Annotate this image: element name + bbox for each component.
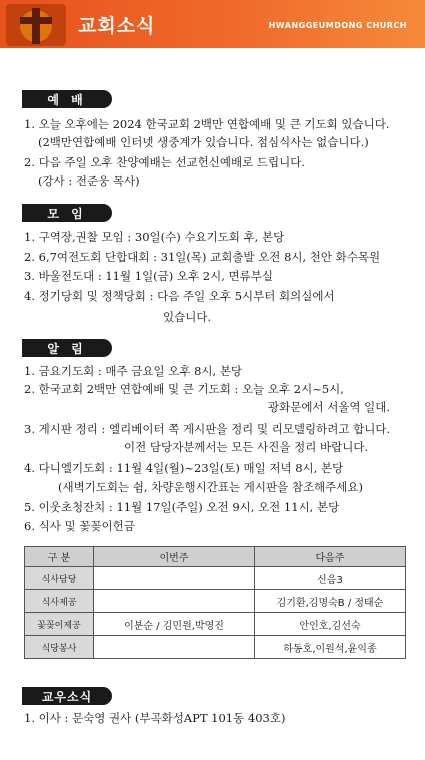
header-title: 교회소식	[78, 15, 156, 37]
notice-line: 광화문에서 서울역 일대.	[268, 400, 391, 414]
worship-line: 1. 오늘 오후에는 2024 한국교회 2백만 연합예배 및 큰 기도회 있습니다.	[24, 117, 390, 131]
notice-line: (새벽기도회는 쉼, 차량운행시간표는 게시판을 참조해주세요)	[58, 480, 363, 494]
worship-line: (2백만연합예배 인터넷 생중계가 있습니다. 점심식사는 없습니다.)	[38, 135, 369, 149]
table-cell: 식당봉사	[25, 636, 94, 659]
table-cell: 안인호,김선숙	[255, 613, 406, 636]
meeting-line: 2. 6,7여전도회 단합대회 : 31일(목) 교회출발 오전 8시, 천안 화수목원	[24, 250, 381, 264]
cross-logo-icon	[6, 4, 66, 46]
table-cell: 식사담당	[25, 567, 94, 590]
section-label-member-news: 교우소식	[22, 687, 112, 705]
worship-line: 2. 다음 주일 오후 찬양예배는 선교헌신예배로 드립니다.	[24, 155, 305, 169]
table-row	[25, 636, 406, 659]
member-news-line: 1. 이사 : 문숙영 권사 (부곡화성APT 101동 403호)	[24, 711, 286, 725]
notice-line: 3. 게시판 정리 : 엘리베이터 쪽 게시판을 정리 및 리모델링하려고 합니다.	[24, 422, 391, 436]
meeting-line: 1. 구역장,권찰 모임 : 30일(수) 수요기도회 후, 본당	[24, 230, 285, 244]
church-name: HWANGGEUMDONG CHURCH	[268, 21, 407, 30]
table-cell: 식사제공	[25, 590, 94, 613]
table-cell: 김기환,김명숙B / 정태순	[255, 590, 406, 613]
table-row	[25, 567, 406, 590]
worship-line: (강사 : 전준웅 목사)	[38, 174, 140, 188]
table-row	[25, 590, 406, 613]
table-cell: 꽃꽂이제공	[25, 613, 94, 636]
table-cell: 하동호,이원석,윤익종	[255, 636, 406, 659]
table-cell	[94, 567, 255, 590]
notice-line: 4. 다니엘기도회 : 11월 4일(월)~23일(토) 매일 저녁 8시, 본당	[24, 461, 344, 475]
table-header: 구 분	[25, 547, 94, 567]
table-row	[25, 613, 406, 636]
header-banner	[0, 0, 425, 48]
table-header: 다음주	[255, 547, 406, 567]
table-cell	[94, 590, 255, 613]
table-header: 이번주	[94, 547, 255, 567]
table-header-row	[25, 547, 406, 567]
service-table	[24, 546, 406, 659]
table-cell	[94, 636, 255, 659]
section-label-notices: 알 림	[22, 339, 112, 357]
table-cell: 신음3	[255, 567, 406, 590]
notice-line: 이전 담당자분께서는 모든 사진을 정리 바랍니다.	[124, 440, 369, 454]
notice-line: 6. 식사 및 꽃꽂이헌금	[24, 519, 135, 533]
notice-line: 5. 이웃초청잔치 : 11월 17일(주일) 오전 9시, 오전 11시, 본당	[24, 500, 340, 514]
meeting-line: 3. 바울전도대 : 11월 1일(금) 오후 2시, 면류부실	[24, 269, 273, 283]
section-label-worship: 예 배	[22, 90, 112, 108]
notice-line: 1. 금요기도회 : 매주 금요일 오후 8시, 본당	[24, 364, 243, 378]
meeting-line: 있습니다.	[163, 310, 212, 324]
section-label-meetings: 모 임	[22, 204, 112, 222]
meeting-line: 4. 정기당회 및 정책당회 : 다음 주일 오후 5시부터 회의실에서	[24, 289, 335, 303]
table-cell: 이분순 / 김민원,박영진	[94, 613, 255, 636]
notice-line: 2. 한국교회 2백만 연합예배 및 큰 기도회 : 오늘 오후 2시~5시,	[24, 382, 344, 396]
